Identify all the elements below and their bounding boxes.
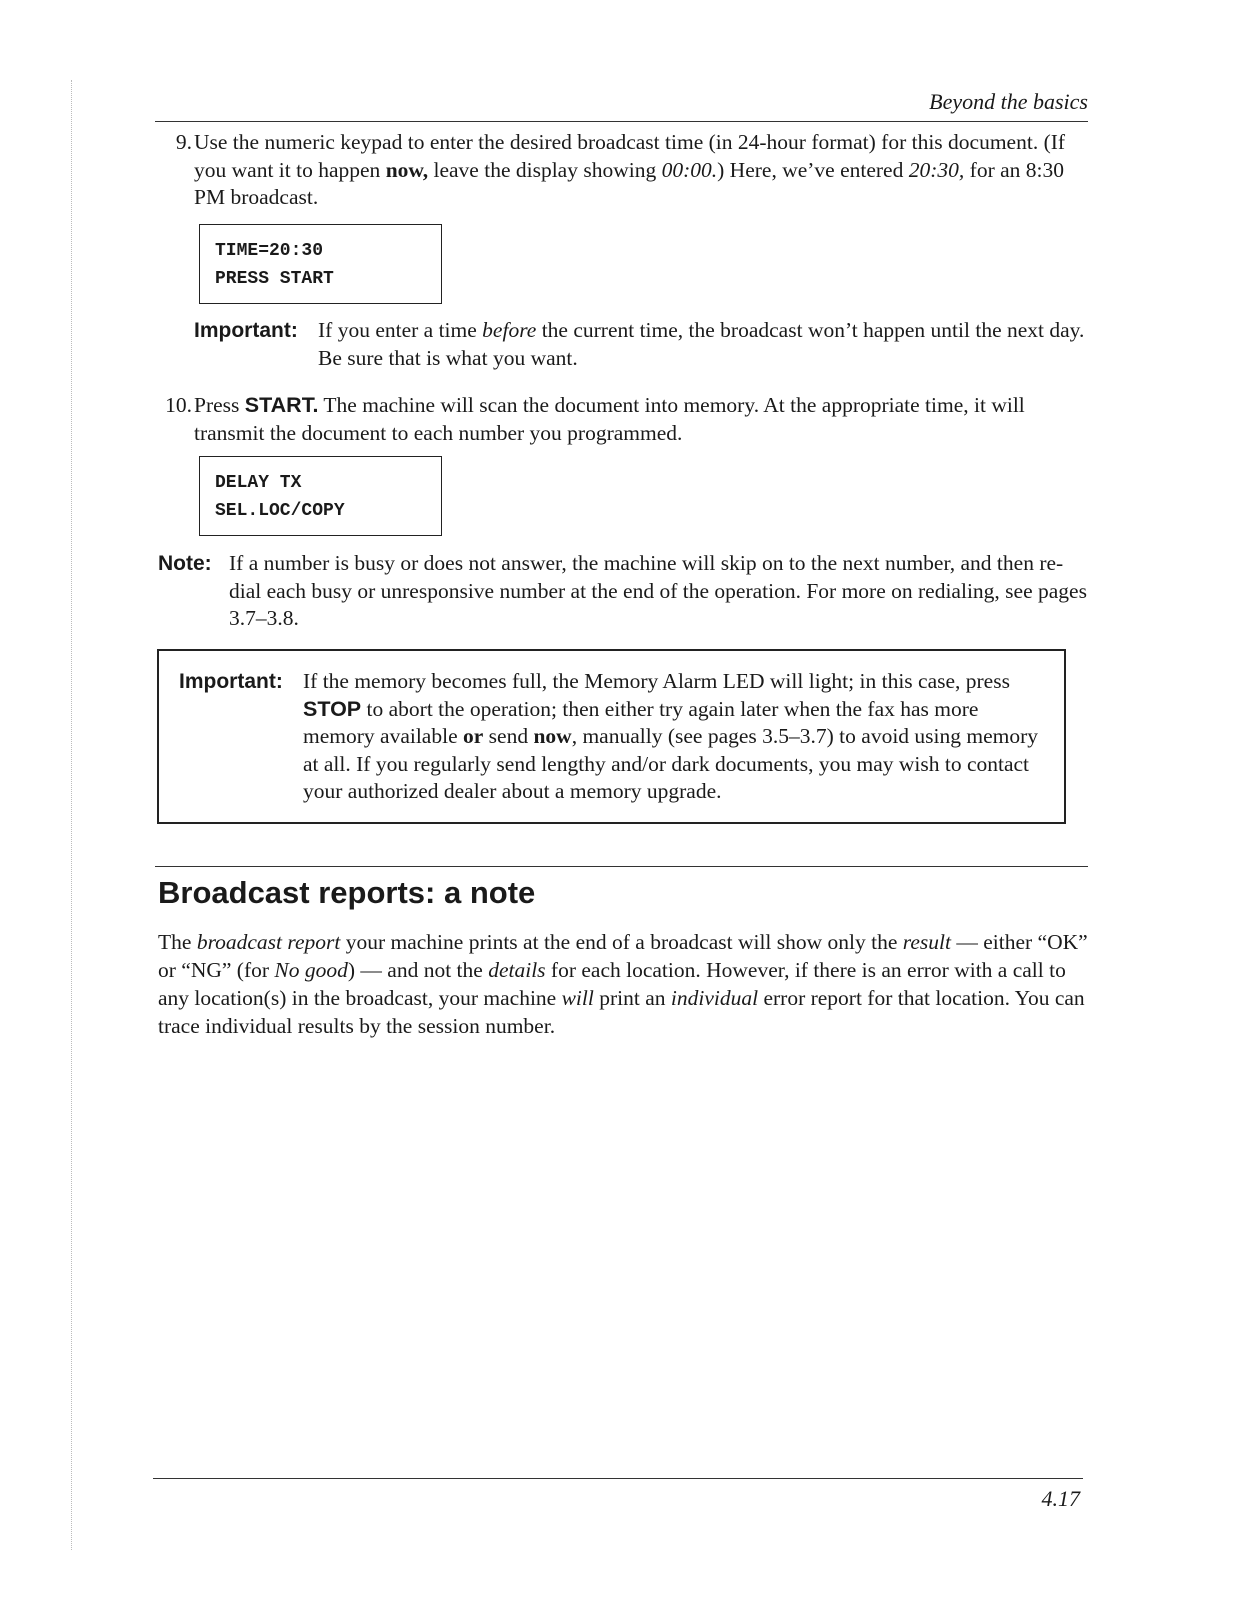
running-header: Beyond the basics [929,89,1088,114]
section-rule [155,866,1088,867]
important-text-body: If you enter a time before the current time, the broadcast won’t happen until the next day. Be sure that is what you want. [318,318,1085,370]
step-9 [158,129,1088,213]
section-heading: Broadcast reports: a note [158,875,536,910]
lcd-display-delay [199,456,442,536]
note-label: Note: [158,552,212,575]
step-text: Use the numeric keypad to enter the desired broadcast time (in 24-hour format) for this document. (If you want it to happen now, leave the display showing 00:00.) Here, we’ve entered 20:30, for an 8:30 PM broadcast. [194,130,1066,209]
footer-rule [153,1478,1083,1479]
note-redial [158,550,1088,634]
lcd-line-1: DELAY TX [215,473,302,493]
note-text: If a number is busy or does not answer, the machine will skip on to the next number, and then re-dial each busy or unresponsive number at the end of the operation. For more on redialing, see pages 3.7–3.8. [229,551,1087,630]
important-box-memory [157,649,1066,824]
lcd-line-1: TIME=20:30 [215,241,324,261]
step-10 [158,392,1088,448]
important-note-time [194,317,1094,373]
lcd-line-2: SEL.LOC/COPY [215,501,345,521]
header-rule [155,121,1088,122]
lcd-line-2: PRESS START [215,269,334,289]
important-note-memory [179,668,1059,813]
page-number: 4.17 [1041,1486,1080,1511]
important-label: Important: [194,319,298,342]
important-text-body: If the memory becomes full, the Memory Alarm LED will light; in this case, press STOP to abort the operation; then either try again later when the fax has more memory available or send now, manually (see pages 3.5–3.7) to avoid using memory at all. If you regularly send lengthy and/or dark documents, you may wish to contact your authorized dealer about a memory upgrade. [303,669,1039,803]
margin-scan-line [71,80,72,1550]
step-number: 10. [165,393,192,417]
lcd-display-time [199,224,442,304]
step-number: 9. [175,130,192,154]
section-paragraph: The broadcast report your machine prints at the end of a broadcast will show only the result — either “OK” or “NG” (for No good) — and not the details for each location. However, if there is an error with a call to any location(s) in the broadcast, your machine will print an individual error report for that location. You can trace individual results by the session number. [158,930,1088,1038]
important-label: Important: [179,670,283,693]
step-text: Press START. The machine will scan the document into memory. At the appropriate time, it will transmit the document to each number you programmed. [194,393,1025,445]
